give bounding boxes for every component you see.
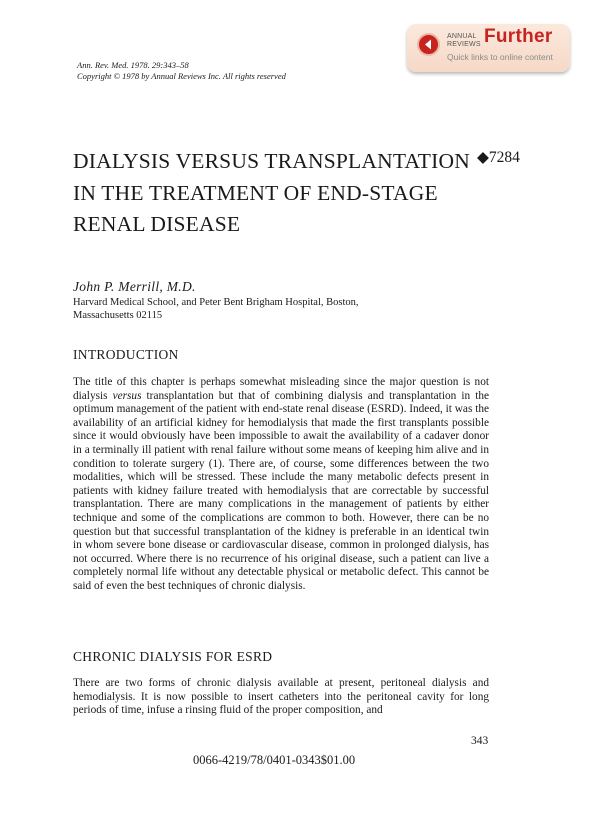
- introduction-paragraph: [73, 376, 489, 594]
- badge-tagline: Quick links to online content: [447, 52, 553, 62]
- footer-code: 0066-4219/78/0401-0343$01.00: [193, 753, 356, 767]
- section-heading-chronic-dialysis: CHRONIC DIALYSIS FOR ESRD: [73, 649, 273, 664]
- affiliation-line-2: Massachusetts 02115: [73, 310, 163, 321]
- intro-text-part-2: transplantation but that of combining dialysis and transplantation in the optimum management of the patient with end-state renal disease (ESRD). Indeed, it was the availability of an artificial kidney for hemodialysis that made the first transplants possible since it would obviously have been impossible to await the availability of a cadaver donor in a terminally ill patient with renal failure without some means of keeping him alive and in condition to tolerate surgery (1). There are, of course, some differences between the two modalities, which will be stressed. These include the many metabolic defects present in patients with kidney failure treated with hemodialysis that are correctable by successful transplantation. There are many complications in the management of patients by either technique and some of the complications are common to both. However, there can be no question but that successful transplantation of the kidney is preferable in an identical twin in whom severe bone disease or cardiovascular disease, common in prolonged dialysis, has not occurred. Where there is no recurrence of his original disease, such a patient can live a completely normal life without any detectable physical or metabolic defect. This cannot be said of even the best techniques of chronic dialysis.: [73, 389, 489, 592]
- affiliation-line-1: Harvard Medical School, and Peter Bent Brigham Hospital, Boston,: [73, 297, 359, 308]
- author-name: John P. Merrill, M.D.: [73, 279, 196, 294]
- article-number: ◆7284: [477, 149, 520, 166]
- author-affiliation: [73, 296, 413, 322]
- badge-further-label: Further: [484, 26, 553, 47]
- article-title: DIALYSIS VERSUS TRANSPLANTATION IN THE TREATMENT OF END-STAGE RENAL DISEASE: [73, 149, 470, 236]
- annual-reviews-further-badge[interactable]: [407, 24, 570, 72]
- play-arrow-icon: [417, 33, 440, 56]
- section-heading-introduction: INTRODUCTION: [73, 347, 179, 362]
- citation-copyright: Copyright © 1978 by Annual Reviews Inc. All rights reserved: [77, 71, 286, 81]
- intro-italic-word: versus: [112, 389, 142, 402]
- badge-annual-label: ANNUAL: [447, 33, 477, 40]
- badge-reviews-label: REVIEWS: [447, 41, 481, 48]
- citation-journal: Ann. Rev. Med. 1978. 29:343–58: [77, 60, 189, 70]
- intro-text-part-1: The title of this chapter is perhaps somewhat misleading since the major question is not dialysis: [73, 376, 489, 402]
- chronic-dialysis-paragraph: There are two forms of chronic dialysis available at present, peritoneal dialysis and hemodialysis. It is now possible to insert catheters into the peritoneal cavity for long periods of time, infuse a rinsing fluid of the proper composition, and: [73, 677, 489, 717]
- page-number: 343: [471, 735, 489, 747]
